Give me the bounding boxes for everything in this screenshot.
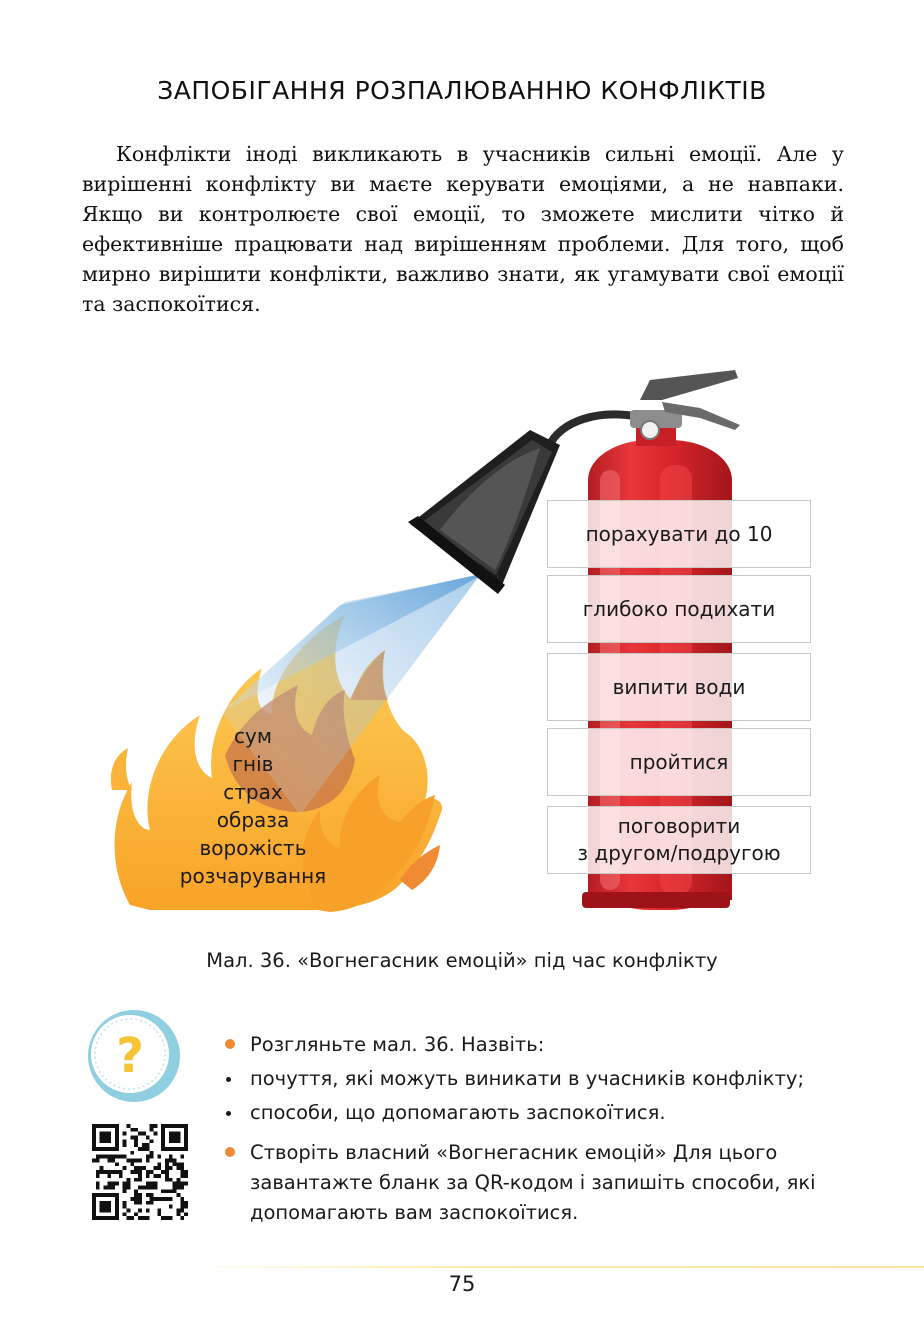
way-label-line2: з другом/подругою bbox=[577, 841, 781, 865]
dot-icon bbox=[226, 1111, 231, 1116]
task-item bbox=[222, 1030, 862, 1060]
tasks-list bbox=[222, 1030, 862, 1228]
bullet-icon bbox=[225, 1039, 235, 1049]
way-box-count bbox=[547, 500, 811, 568]
qr-code-icon[interactable] bbox=[92, 1124, 188, 1220]
task-subitem bbox=[222, 1098, 862, 1128]
feeling-item: образа bbox=[216, 808, 290, 832]
way-label: глибоко подихати bbox=[582, 596, 776, 621]
way-box-walk bbox=[547, 728, 811, 796]
nozzle-icon bbox=[408, 430, 560, 594]
feeling-item: страх bbox=[223, 780, 283, 804]
feeling-item: ворожість bbox=[199, 836, 307, 860]
way-label: пройтися bbox=[629, 749, 729, 774]
figure-caption: Мал. 36. «Вогнегасник емоцій» під час конфлікту bbox=[206, 949, 718, 972]
task-subtext: почуття, які можуть виникати в учасників конфлікту; bbox=[250, 1067, 805, 1090]
way-label: поговорити bbox=[617, 814, 741, 838]
way-box-talk bbox=[547, 806, 811, 874]
task-subitem bbox=[222, 1064, 862, 1094]
feelings-list bbox=[160, 722, 346, 890]
task-item bbox=[222, 1138, 862, 1228]
way-box-breathe bbox=[547, 575, 811, 643]
feeling-item: розчарування bbox=[179, 864, 327, 888]
bullet-icon bbox=[225, 1147, 235, 1157]
way-label: порахувати до 10 bbox=[585, 521, 773, 546]
way-box-water bbox=[547, 653, 811, 721]
question-icon bbox=[86, 1008, 182, 1104]
task-text: Створіть власний «Вогнегасник емоцій» Для цього завантажте бланк за QR-кодом і запишіть способи, які допомагають вам заспокоїтися. bbox=[250, 1141, 816, 1224]
feeling-item: сум bbox=[234, 724, 272, 748]
page-title: ЗАПОБІГАННЯ РОЗПАЛЮВАННЮ КОНФЛІКТІВ bbox=[157, 76, 767, 105]
task-subtext: способи, що допомагають заспокоїтися. bbox=[250, 1101, 666, 1124]
extinguisher-figure bbox=[0, 360, 924, 920]
footer-line bbox=[180, 1266, 924, 1268]
intro-paragraph: Конфлікти іноді викликають в учасників сильні емоції. Але у вирішенні конфлікту ви маєте керувати емоціями, а не навпаки. Якщо ви контролюєте свої емоції, то зможете мислити чітко й ефективніше працювати над вирішенням проблеми. Для того, щоб мирно вирішити конфлікти, важливо знати, як угамувати свої емоції та заспокоїтися. bbox=[82, 142, 844, 316]
feeling-item: гнів bbox=[232, 752, 274, 776]
question-symbol: ? bbox=[116, 1028, 144, 1084]
page-number: 75 bbox=[448, 1272, 476, 1296]
way-label: випити води bbox=[612, 674, 746, 699]
dot-icon bbox=[226, 1077, 231, 1082]
task-text: Розгляньте мал. 36. Назвіть: bbox=[250, 1033, 545, 1056]
